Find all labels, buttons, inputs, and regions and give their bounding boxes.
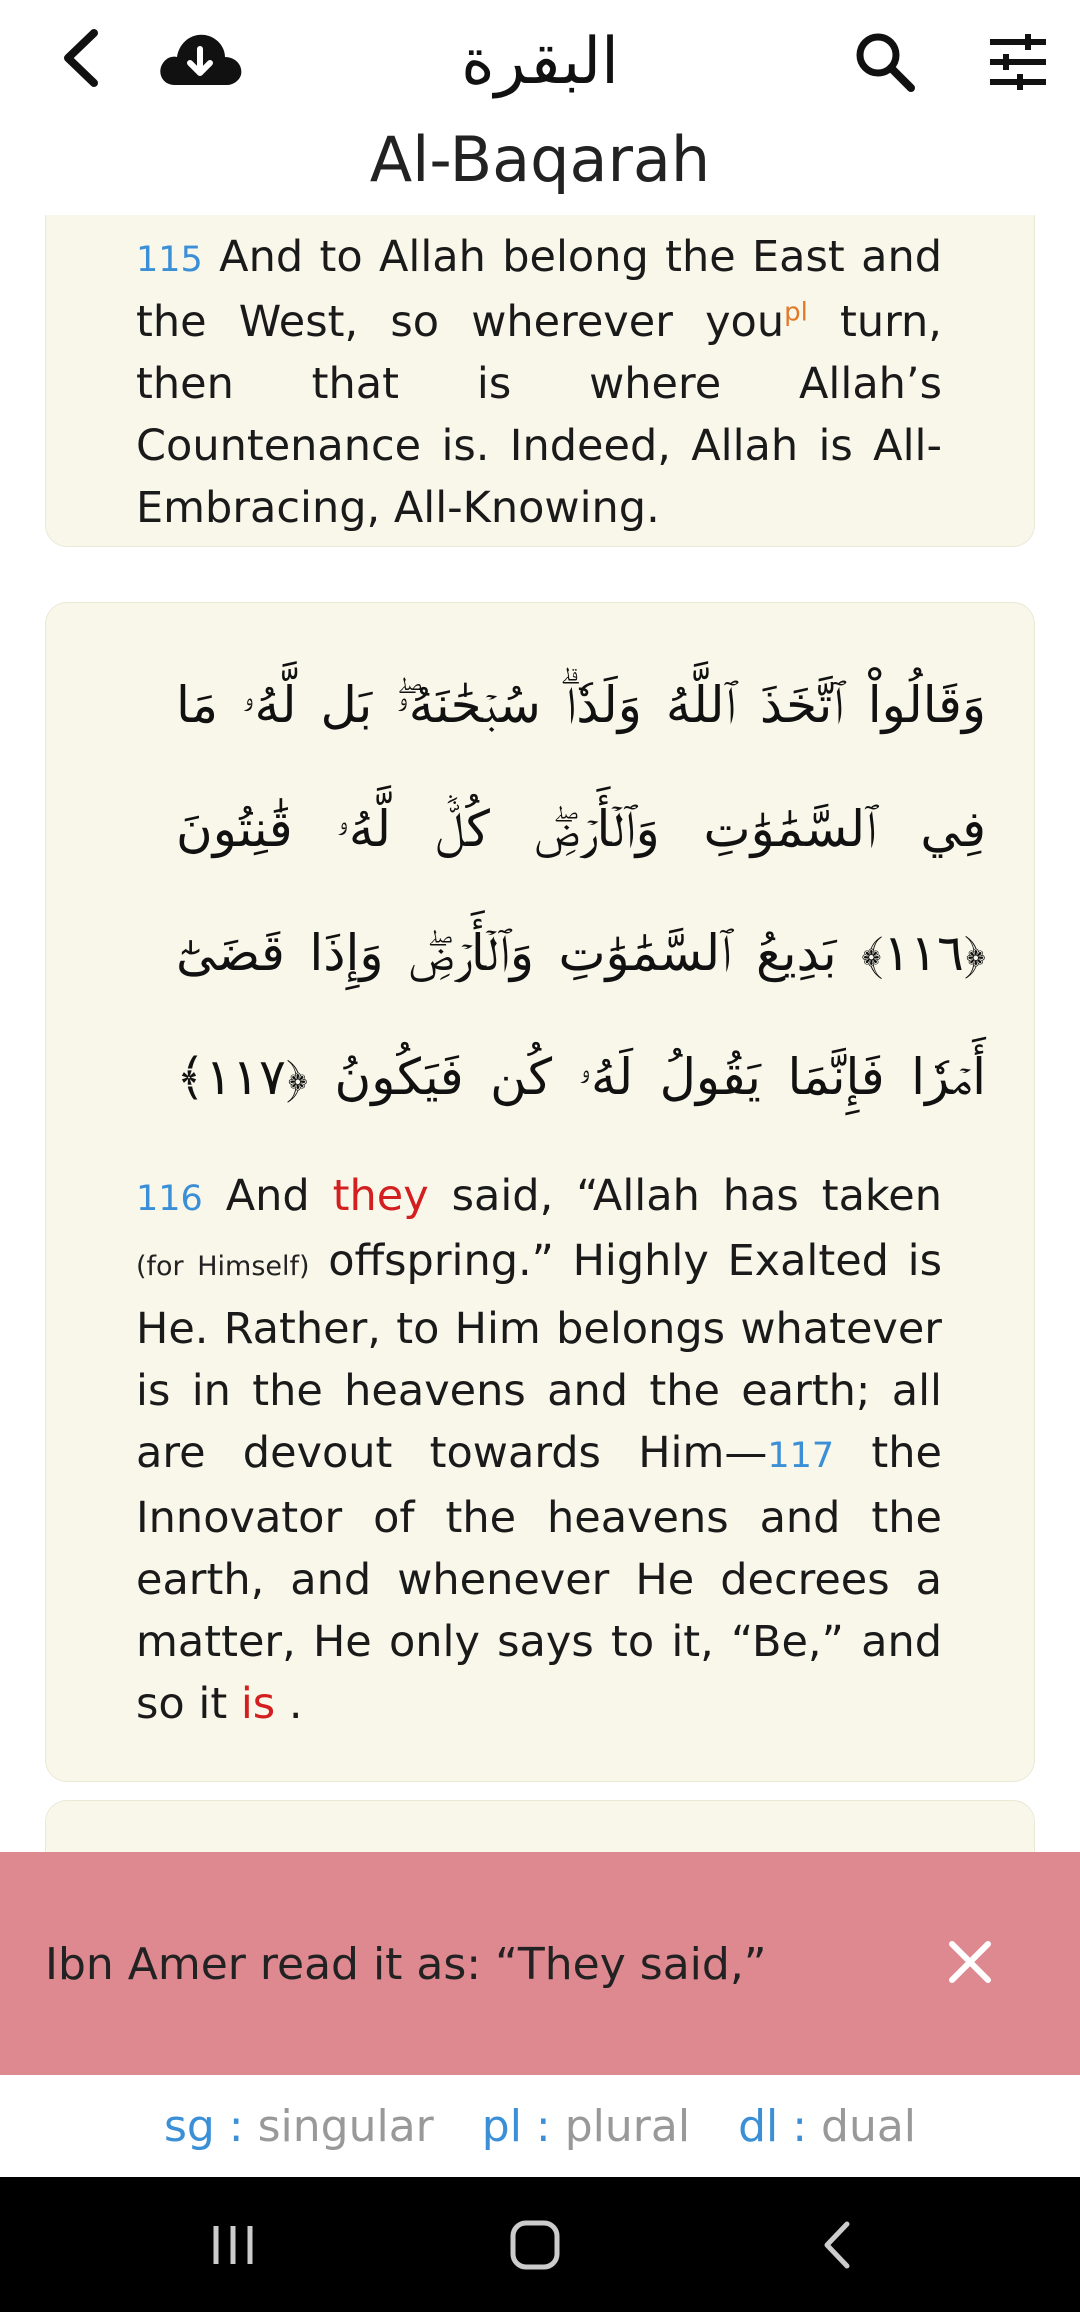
verse-list[interactable]: [0, 215, 1080, 1855]
home-button[interactable]: [480, 2202, 590, 2287]
settings-button[interactable]: [975, 22, 1060, 102]
recent-apps-button[interactable]: [178, 2202, 288, 2287]
home-icon: [508, 2218, 562, 2272]
surah-title-arabic: البقرة: [461, 25, 619, 99]
top-app-bar: [0, 0, 1080, 215]
verse-card-116[interactable]: [45, 602, 1035, 1782]
legend-value: plural: [564, 2100, 691, 2152]
legend-key: pl :: [481, 2100, 551, 2152]
snackbar-message: Ibn Amer read it as: “They said,”: [45, 1939, 767, 1990]
legend-key: dl :: [738, 2100, 808, 2152]
parenthetical-note: (for Himself): [136, 1251, 310, 1282]
verse-translation-116: [136, 1165, 942, 1735]
snackbar-close-button[interactable]: [930, 1922, 1010, 2002]
legend-item-dual: [738, 2101, 916, 2152]
nav-back-button[interactable]: [782, 2202, 892, 2287]
system-navigation-bar: [0, 2177, 1080, 2312]
translation-text: the Innovator of the heavens and the earth, and whenever He decrees a matter, He only says to it, “Be,” and so it: [136, 1428, 942, 1729]
verse-card-115[interactable]: [45, 215, 1035, 547]
translation-text: And: [225, 1171, 333, 1221]
close-icon: [948, 1940, 992, 1984]
legend-key: sg :: [163, 2100, 244, 2152]
plural-marker[interactable]: pl: [784, 297, 808, 328]
back-icon: [817, 2218, 857, 2272]
translation-text: turn, then that is where Allah’s Countenance is. Indeed, Allah is All-Embracing, All-Knowing.: [136, 297, 942, 533]
verse-translation-115: [136, 226, 942, 539]
search-button[interactable]: [845, 22, 925, 102]
surah-title-english: Al-Baqarah: [369, 123, 711, 196]
recent-apps-icon: [208, 2220, 258, 2270]
back-button[interactable]: [40, 18, 120, 98]
cloud-download-icon: [155, 27, 245, 89]
legend-value: singular: [257, 2100, 434, 2152]
translation-text: offspring.” Highly Exalted is He. Rather, to Him belongs whatever is in the heavens and the earth; all are devout towards Him—: [136, 1236, 942, 1478]
back-arrow-icon: [58, 27, 102, 89]
qiraat-snackbar: [0, 1852, 1080, 2075]
legend-item-plural: [482, 2101, 690, 2152]
search-icon: [853, 30, 917, 94]
verse-number: 116: [136, 1179, 203, 1219]
arabic-verse-text: وَقَالُواْ ٱتَّخَذَ ٱللَّهُ وَلَدٗاۗ سُبۡحَٰنَهُۥۖ بَل لَّهُۥ مَا فِي ٱلسَّمَٰوَٰتِ وَٱلۡأَرۡضِۖ كُلّٞ لَّهُۥ قَٰنِتُونَ ﴿١١٦﴾ بَدِيعُ ٱلسَّمَٰوَٰتِ وَٱلۡأَرۡضِۖ وَإِذَا قَضَىٰٓ أَمۡرٗا فَإِنَّمَا يَقُولُ لَهُۥ كُن فَيَكُونُ ﴿١١٧﴾: [176, 676, 986, 1106]
translation-text: said, “Allah has taken: [428, 1171, 942, 1221]
verse-number: 117: [767, 1436, 835, 1476]
qiraat-word-they[interactable]: they: [332, 1171, 429, 1221]
grammar-legend: [0, 2075, 1080, 2177]
translation-text: .: [275, 1679, 303, 1729]
translation-text: And to Allah belong the East and the West, so wherever you: [136, 232, 943, 347]
legend-item-singular: [164, 2101, 434, 2152]
qiraat-word-is[interactable]: is: [240, 1679, 276, 1729]
sliders-icon: [988, 34, 1048, 90]
download-button[interactable]: [150, 18, 250, 98]
legend-value: dual: [821, 2100, 917, 2152]
verse-card-next[interactable]: [45, 1800, 1035, 1855]
verse-number: 115: [136, 240, 203, 280]
